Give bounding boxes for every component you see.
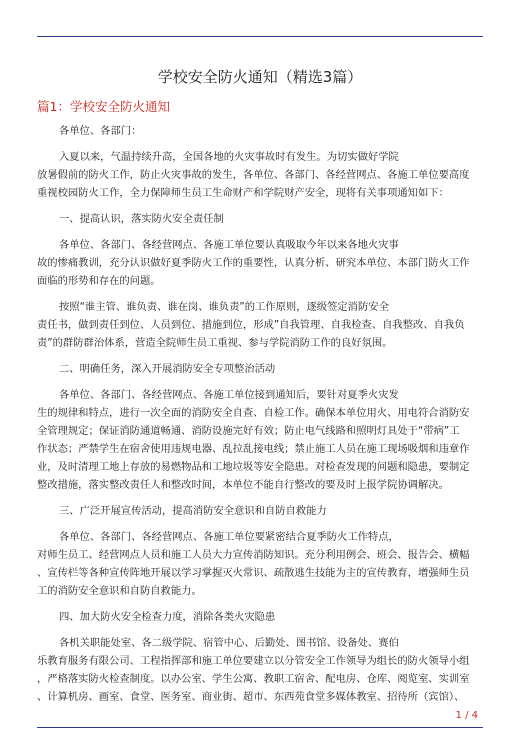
text-line: 重视校园防火工作，全力保障师生员工生命财产和学院财产安全，现将有关事项通知如下： xyxy=(37,187,449,199)
text-line: 生的规律和特点，进行一次全面的消防安全自查、自检工作。确保本单位用火、用电符合消防安 xyxy=(37,407,470,419)
text-line: 作状态；严禁学生在宿舍使用违规电器、乱拉乱接电线；禁止施工人员在施工现场吸烟和违章作 xyxy=(37,443,470,455)
document-title: 学校安全防火通知（精选3篇） xyxy=(157,68,363,86)
text-line: 对师生员工、经营网点人员和施工人员大力宣传消防知识。充分利用例会、班会、报告会、横幅 xyxy=(37,549,470,561)
paragraph xyxy=(37,148,486,202)
paragraph xyxy=(37,634,486,706)
text-line: 四、加大防火安全检查力度，消除各类火灾隐患 xyxy=(59,611,276,623)
paragraph xyxy=(37,122,486,140)
text-line: 全管理规定；保证消防通道畅通、消防设施完好有效；防止电气线路和照明灯具处于“带病”工 xyxy=(37,425,460,437)
text-line: ，严格落实防火检查制度。以办公室、学生公寓、教职工宿舍、配电房、仓库、阅览室、实训室 xyxy=(37,673,470,685)
page-number: 1 / 4 xyxy=(455,710,478,721)
text-line: 工的消防安全意识和自防自救能力。 xyxy=(37,585,202,597)
text-line: 入夏以来，气温持续升高，全国各地的火灾事故时有发生。为切实做好学院 xyxy=(59,151,399,163)
text-line: 二、明确任务，深入开展消防安全专项整治活动 xyxy=(59,363,276,375)
text-line: 各机关职能处室、各二级学院、宿管中心、后勤处、图书馆、设备处、赛伯 xyxy=(59,637,399,649)
text-line: 一、提高认识，落实防火安全责任制 xyxy=(59,213,224,225)
paragraph xyxy=(37,502,486,520)
text-line: 放暑假前的防火工作，防止火灾事故的发生，各单位、各部门、各经营网点、各施工单位要高度 xyxy=(37,169,470,181)
footer-rule xyxy=(37,727,483,728)
text-line: 各单位、各部门、各经营网点、各施工单位要认真吸取今年以来各地火灾事 xyxy=(59,239,399,251)
text-line: 、宣传栏等各种宣传阵地开展以学习掌握灭火常识、疏散逃生技能为主的宣传教育，增强师生员 xyxy=(37,567,470,579)
text-line: 整改措施，落实整改责任人和整改时间，本单位不能自行整改的要及时上报学院协调解决。 xyxy=(37,479,449,491)
text-line: 、计算机房、画室、食堂、医务室、商业街、超市、东西苑食堂多媒体教室、招待所（宾馆）、 xyxy=(37,691,465,703)
document-body xyxy=(37,122,486,714)
text-line: 各单位、各部门： xyxy=(59,125,142,137)
paragraph xyxy=(37,210,486,228)
paragraph xyxy=(37,608,486,626)
text-line: 业，及时清理工地上存放的易燃物品和工地垃圾等安全隐患。对检查发现的问题和隐患，要制定 xyxy=(37,461,470,473)
section-heading: 篇1：学校安全防火通知 xyxy=(37,99,170,114)
text-line: 三、广泛开展宣传活动，提高消防安全意识和自防自救能力 xyxy=(59,505,327,517)
text-line: 故的惨痛教训，充分认识做好夏季防火工作的重要性，认真分析、研究本单位、本部门防火工作 xyxy=(37,257,470,269)
paragraph xyxy=(37,298,486,352)
text-line: 各单位、各部门、各经营网点、各施工单位接到通知后，要针对夏季火灾发 xyxy=(59,389,399,401)
header-rule xyxy=(37,36,483,37)
text-line: 各单位、各部门、各经营网点、各施工单位要紧密结合夏季防火工作特点， xyxy=(59,531,399,543)
text-line: 按照“谁主管、谁负责、谁在岗、谁负责”的工作原则，逐级签定消防安全 xyxy=(59,301,389,313)
text-line: 面临的形势和存在的问题。 xyxy=(37,275,161,287)
paragraph xyxy=(37,528,486,600)
paragraph xyxy=(37,360,486,378)
text-line: 责”的群防群治体系，营造全院师生员工重视、参与学院消防工作的良好氛围。 xyxy=(37,337,393,349)
paragraph xyxy=(37,236,486,290)
text-line: 乐教育服务有限公司、工程指挥部和施工单位要建立以分管安全工作领导为组长的防火领导小组 xyxy=(37,655,470,667)
text-line: 责任书，做到责任到位、人员到位、措施到位，形成”自我管理、自我检查、自我整改、自我负 xyxy=(37,319,465,331)
paragraph xyxy=(37,386,486,494)
